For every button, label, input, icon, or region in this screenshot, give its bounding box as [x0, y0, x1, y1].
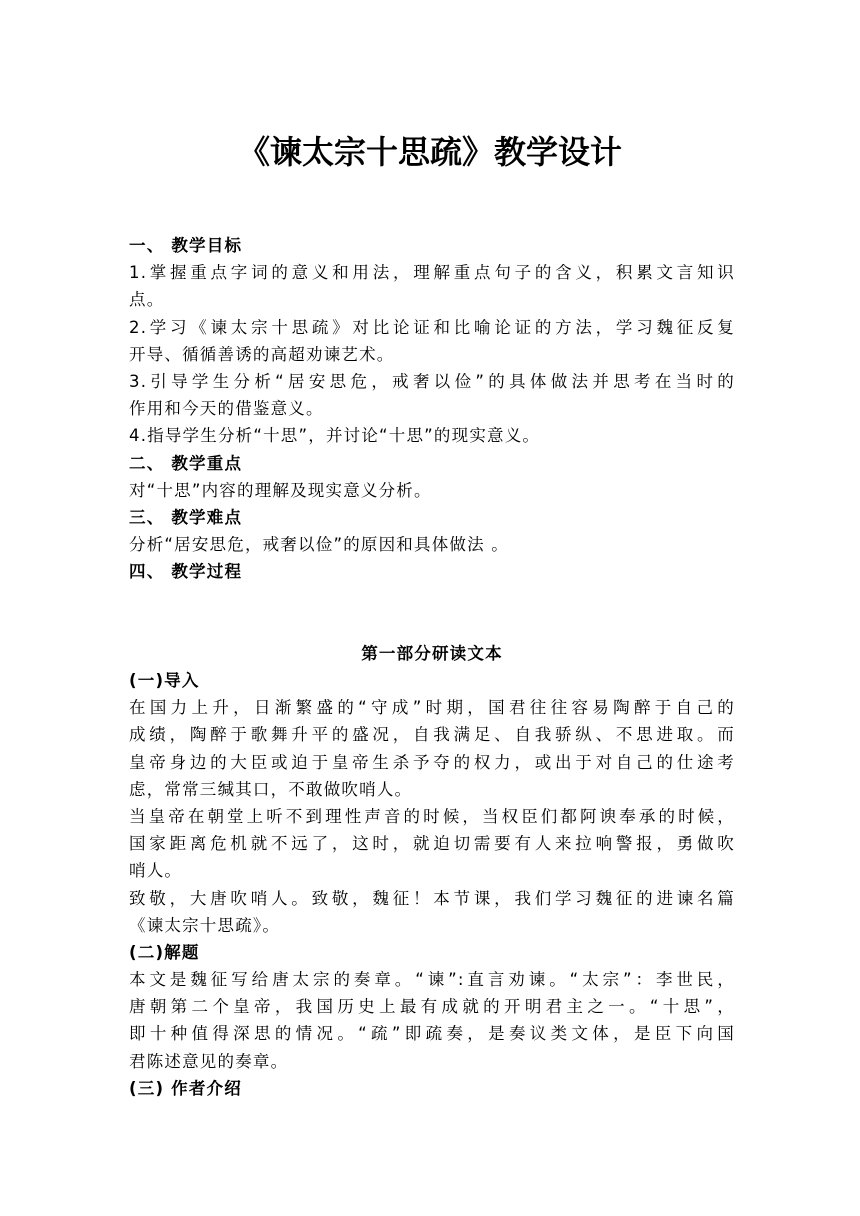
subsection-heading-author: (三) 作者介绍: [129, 1078, 242, 1098]
intro-p1-line-3: 皇帝身边的大臣或迫于皇帝生杀予夺的权力，或出于对自己的仕途考: [129, 752, 735, 772]
goal-4: 4.指导学生分析“十思”，并讨论“十思”的现实意义。: [129, 426, 541, 446]
intro-p2-line-1: 当皇帝在朝堂上听不到理性声音的时候，当权臣们都阿谀奉承的时候，: [129, 806, 735, 826]
spacer: [129, 585, 735, 639]
section-heading-key-points: 二、 教学重点: [129, 453, 243, 473]
explain-line-1: 本文是魏征写给唐太宗的奏章。“谏”:直言劝谏。“太宗”：李世民，: [129, 970, 735, 990]
goal-1-line-1: 1.掌握重点字词的意义和用法，理解重点句子的含义，积累文言知识: [129, 263, 735, 283]
intro-p2-line-2: 国家距离危机就不远了，这时，就迫切需要有人来拉响警报，勇做吹: [129, 834, 735, 854]
goal-2-line-2: 开导、循循善诱的高超劝谏艺术。: [129, 344, 395, 364]
document-title: 《谏太宗十思疏》教学设计: [237, 133, 622, 171]
document-body: [129, 232, 735, 1102]
intro-p2-line-3: 哨人。: [129, 861, 183, 881]
intro-p3-line-1: 致敬，大唐吹哨人。致敬，魏征！本节课，我们学习魏征的进谏名篇: [129, 888, 735, 908]
goal-3-line-1: 3.引导学生分析“居安思危，戒奢以俭”的具体做法并思考在当时的: [129, 371, 735, 391]
intro-p1-line-1: 在国力上升，日渐繁盛的“守成”时期，国君往往容易陶醉于自己的: [129, 698, 735, 718]
goal-1-line-2: 点。: [129, 290, 165, 310]
subsection-heading-explain: (二)解题: [129, 942, 200, 962]
explain-line-4: 君陈述意见的奏章。: [129, 1051, 289, 1071]
subsection-heading-intro: (一)导入: [129, 671, 200, 691]
section-heading-goals: 一、 教学目标: [129, 236, 243, 255]
explain-line-2: 唐朝第二个皇帝，我国历史上最有成就的开明君主之一。“十思”，: [129, 997, 735, 1017]
intro-p1-line-2: 成绩，陶醉于歌舞升平的盛况，自我满足、自我骄纵、不思进取。而: [129, 725, 735, 745]
goal-2-line-1: 2.学习《谏太宗十思疏》对比论证和比喻论证的方法，学习魏征反复: [129, 317, 735, 337]
difficulties-text: 分析“居安思危，戒奢以俭”的原因和具体做法 。: [129, 535, 509, 555]
explain-line-3: 即十种值得深思的情况。“疏”即疏奏，是奏议类文体，是臣下向国: [129, 1024, 735, 1044]
part1-heading: 第一部分研读文本: [361, 643, 503, 663]
section-heading-process: 四、 教学过程: [129, 562, 243, 582]
section-heading-difficulties: 三、 教学难点: [129, 507, 243, 527]
intro-p3-line-2: 《谏太宗十思疏》。: [129, 915, 281, 935]
goal-3-line-2: 作用和今天的借鉴意义。: [129, 399, 324, 419]
key-points-text: 对“十思”内容的理解及现实意义分析。: [129, 480, 432, 500]
intro-p1-line-4: 虑，常常三缄其口，不敢做吹哨人。: [129, 779, 413, 799]
